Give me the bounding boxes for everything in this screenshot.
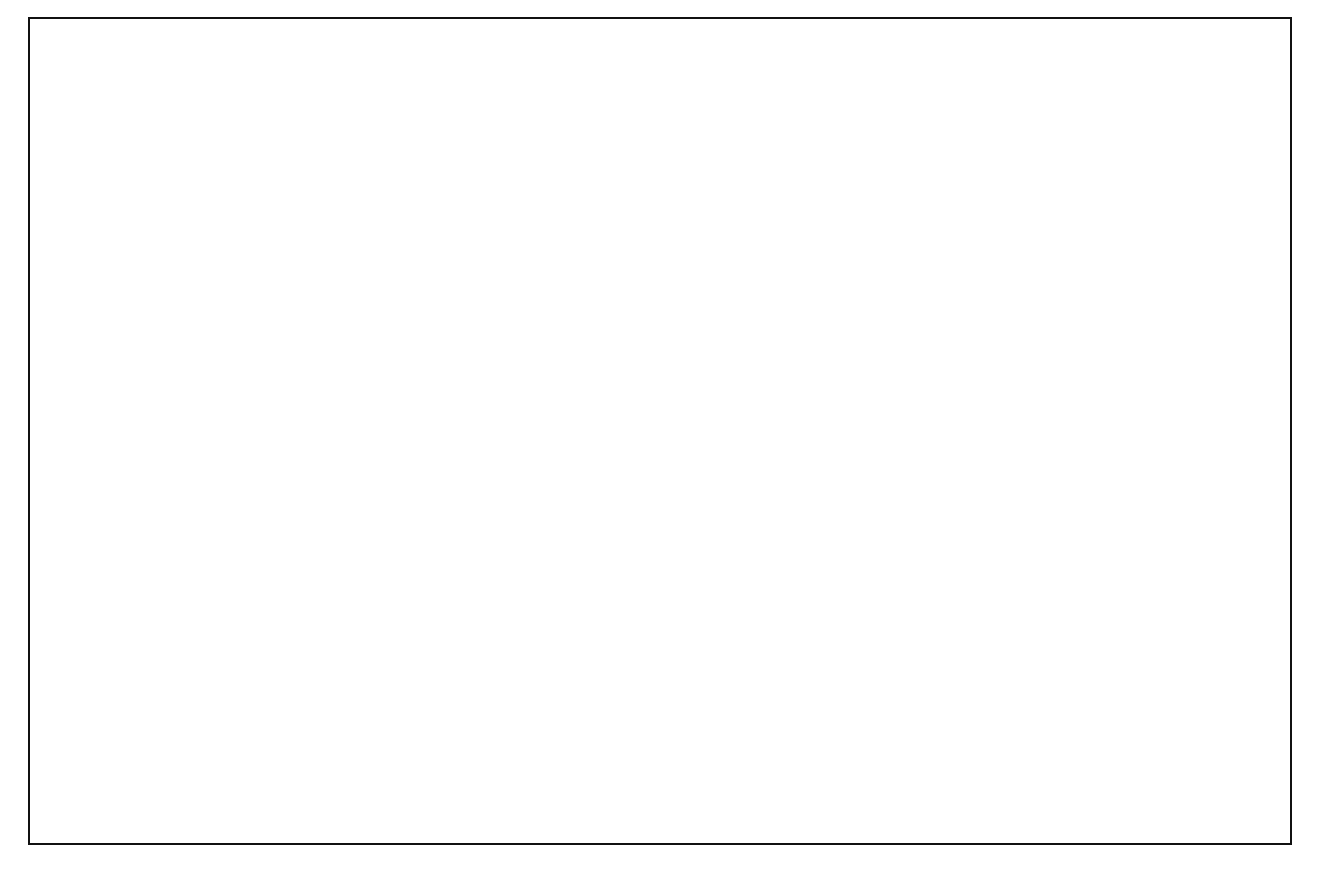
symptom-table [28, 17, 1292, 845]
